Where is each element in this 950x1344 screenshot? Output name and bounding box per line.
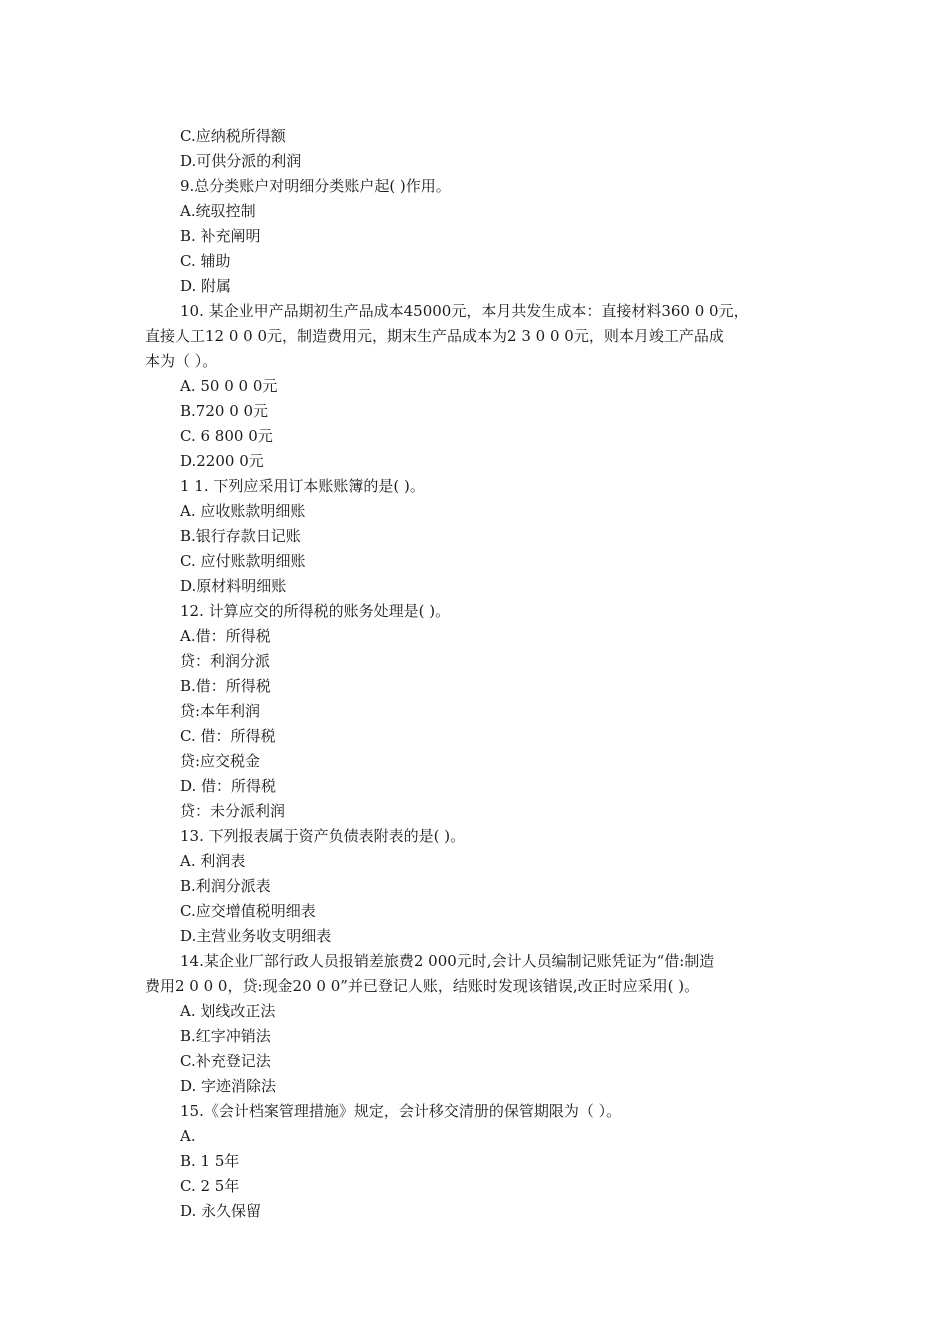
text-line: 10. 某企业甲产品期初生产品成本45000元，本月共发生成本：直接材料360 0 0元， — [180, 302, 749, 320]
document-body — [145, 124, 815, 1224]
text-line: C.应纳税所得额 — [180, 127, 286, 145]
text-line: 15.《会计档案管理措施》规定，会计移交清册的保管期限为（ ）。 — [180, 1102, 622, 1120]
text-line: 本为（ ）。 — [145, 352, 218, 370]
text-line: B.利润分派表 — [180, 877, 271, 895]
text-line: 贷：未分派利润 — [180, 802, 286, 820]
text-line: C.应交增值税明细表 — [180, 902, 316, 920]
text-line: B. 1 5年 — [180, 1152, 240, 1170]
text-line: D.原材料明细账 — [180, 577, 287, 595]
text-line: C. 应付账款明细账 — [180, 552, 306, 570]
text-line: A. 利润表 — [180, 852, 246, 870]
text-line: A. 50 0 0 0元 — [180, 377, 278, 395]
text-line: 9.总分类账户对明细分类账户起( )作用。 — [180, 177, 451, 195]
text-line: D. 借：所得税 — [180, 777, 277, 795]
text-line: C.补充登记法 — [180, 1052, 271, 1070]
text-line: B.红字冲销法 — [180, 1027, 271, 1045]
text-line: C. 辅助 — [180, 252, 231, 270]
text-line: D.2200 0元 — [180, 452, 264, 470]
text-line: D. 永久保留 — [180, 1202, 262, 1220]
text-line: B. 补充阐明 — [180, 227, 261, 245]
text-line: A.统驭控制 — [180, 202, 256, 220]
text-line: 12. 计算应交的所得税的账务处理是( )。 — [180, 602, 451, 620]
text-line: 13. 下列报表属于资产负债表附表的是( )。 — [180, 827, 466, 845]
text-line: 贷：利润分派 — [180, 652, 271, 670]
text-line: 1 1. 下列应采用订本账账簿的是( )。 — [180, 477, 425, 495]
text-line: D. 字迹消除法 — [180, 1077, 277, 1095]
text-line: 14.某企业厂部行政人员报销差旅费2 000元时,会计人员编制记账凭证为“借:制造 — [180, 952, 715, 970]
text-line: 贷:应交税金 — [180, 752, 261, 770]
text-line: D. 附属 — [180, 277, 232, 295]
text-line: C. 2 5年 — [180, 1177, 240, 1195]
text-line: A. 应收账款明细账 — [180, 502, 306, 520]
text-line: 直接人工12 0 0 0元，制造费用元，期末生产品成本为2 3 0 0 0元，则本月竣工产品成 — [145, 327, 724, 345]
text-line: C. 借：所得税 — [180, 727, 276, 745]
text-line: D.主营业务收支明细表 — [180, 927, 332, 945]
text-line: D.可供分派的利润 — [180, 152, 302, 170]
text-line: 费用2 0 0 0，贷:现金20 0 0”并已登记人账，结账时发现该错误,改正时应采用( )。 — [145, 977, 700, 995]
text-line: A. 划线改正法 — [180, 1002, 276, 1020]
text-line: B.借：所得税 — [180, 677, 271, 695]
text-line: B.银行存款日记账 — [180, 527, 301, 545]
text-line: A. — [180, 1127, 196, 1145]
text-line: A.借：所得税 — [180, 627, 271, 645]
text-line: C. 6 800 0元 — [180, 427, 273, 445]
text-line: B.720 0 0元 — [180, 402, 269, 420]
text-line: 贷:本年利润 — [180, 702, 261, 720]
